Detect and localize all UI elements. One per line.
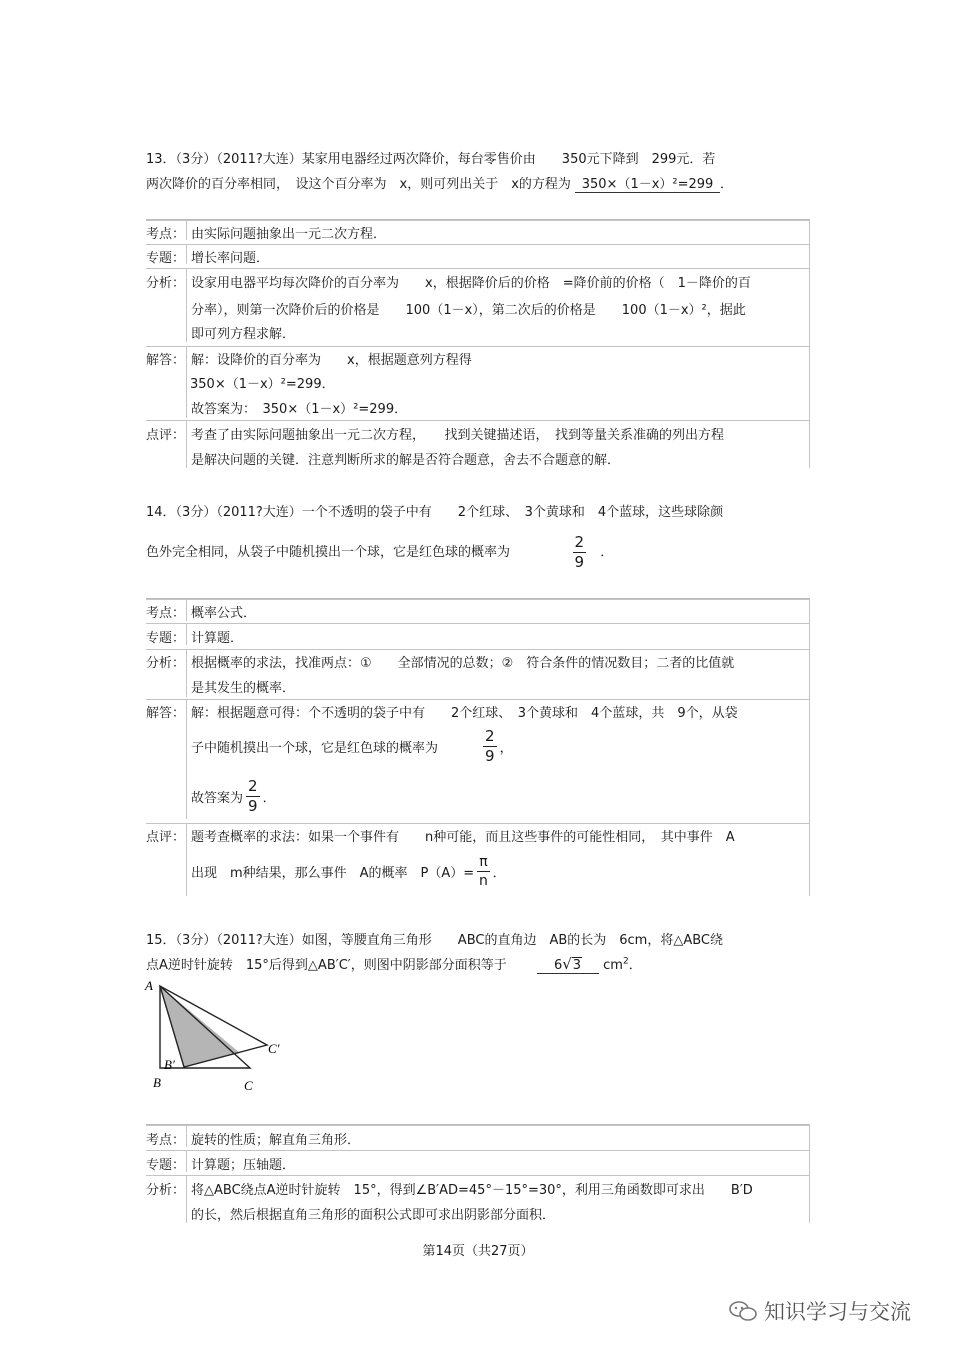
label-b: B (153, 1075, 161, 1090)
q14-solution-fraction (483, 729, 497, 764)
q13-line2-text: 两次降价的百分率相同， 设这个百分率为 x，则可列出关于 x的方程为 (146, 177, 571, 192)
q13-row-label: 专题： (146, 251, 186, 266)
q15-row-text: 将△ABC绕点A逆时针旋转 15°，得到∠B′AD=45°－15°=30°，利用三角函数即可求出 B′D (191, 1183, 753, 1198)
q14-row-text: 故答案为 (191, 791, 244, 806)
q14-row-label: 分析： (146, 656, 186, 671)
watermark-text: 知识学习与交流 (764, 1300, 911, 1324)
q14-row-text: 概率公式． (191, 606, 257, 621)
q14-end: ． (600, 545, 614, 560)
q13-row-label: 考点： (146, 227, 186, 242)
q14-row-line (191, 779, 276, 814)
q14-row-text: 题考查概率的求法：如果一个事件有 n种可能，而且这些事件的可能性相同， 其中事件 A (191, 830, 735, 845)
q14-frac-after: ． (262, 791, 276, 806)
q13-row-text: 考查了由实际问题抽象出一元二次方程， 找到关键描述语， 找到等量关系准确的列出方程 (191, 428, 725, 443)
q14-frac-den: n (478, 873, 488, 889)
q14-frac-num: 2 (485, 727, 495, 745)
label-a: A (145, 978, 153, 993)
q14-row-label: 解答： (146, 706, 186, 721)
label-c-prime: C′ (268, 1041, 280, 1056)
q14-frac-after: ． (492, 866, 506, 881)
rotation-figure (140, 978, 300, 1096)
q14-row-label: 点评： (146, 830, 186, 845)
q14-line2 (146, 535, 613, 570)
q13-solution-table (146, 219, 810, 468)
q14-row-line (191, 729, 513, 764)
q15-row-label: 专题： (146, 1158, 186, 1173)
q13-row-text: 设家用电器平均每次降价的百分率为 x，根据降价后的价格 =降价前的价格（ 1－降价的百 (191, 276, 751, 291)
label-b-prime: B′ (164, 1057, 175, 1072)
q15-solution-table (146, 1124, 810, 1223)
q13-row-text: 故答案为： 350×（1－x）²=299． (191, 402, 408, 417)
q15-row-label: 考点： (146, 1133, 186, 1148)
q13-row-text: 由实际问题抽象出一元二次方程． (191, 227, 387, 242)
q14-row-text: 计算题． (191, 631, 244, 646)
q13-line2 (146, 173, 733, 193)
q13-row-text: 是解决问题的关键．注意判断所求的解是否符合题意，舍去不合题意的解． (191, 453, 621, 468)
q13-answer: 350×（1－x）²=299 (575, 173, 720, 193)
wechat-icon (728, 1299, 758, 1323)
q14-frac-den: 9 (248, 797, 258, 815)
q13-row-label: 解答： (146, 353, 186, 368)
q15-line2-text: 点A逆时针旋转 15°后得到△AB′C′，则图中阴影部分面积等于 (146, 958, 507, 973)
q15-row-label: 分析： (146, 1183, 186, 1198)
q15-answer-coef: 6 (553, 958, 563, 973)
q14-frac-den: 9 (485, 747, 495, 765)
q14-row-label: 专题： (146, 631, 186, 646)
label-c: C (244, 1078, 253, 1093)
q14-frac-num: 2 (248, 777, 258, 795)
q14-frac-after: ， (499, 741, 513, 756)
q15-end: ． (628, 958, 642, 973)
q13-row-text: 即可列方程求解． (191, 327, 296, 342)
q15-unit-sup: 2 (622, 956, 629, 967)
q14-row-text: 出现 m种结果，那么事件 A的概率 P（A）= (191, 866, 475, 881)
q14-row-text: 根据概率的求法，找准两点：① 全部情况的总数；② 符合条件的情况数目；二者的比值就 (191, 656, 735, 671)
q15-answer-radicand: 3 (572, 958, 582, 973)
q13-end: ． (720, 177, 734, 192)
q14-probability-fraction (477, 855, 489, 888)
q13-row-label: 点评： (146, 428, 186, 443)
q14-line2-text: 色外完全相同，从袋子中随机摸出一个球，它是红色球的概率为 (146, 545, 511, 560)
q13-row-text: 解：设降价的百分率为 x，根据题意列方程得 (191, 353, 472, 368)
q14-frac-num: π (479, 854, 488, 870)
q14-row-line (191, 855, 506, 888)
page-footer: 第14页（共27页） (422, 1244, 534, 1259)
q13-row-text: 增长率问题． (191, 251, 270, 266)
q14-answer-num: 2 (574, 533, 585, 551)
q13-row-text: 350×（1－x）²=299． (190, 377, 335, 392)
q13-line1: 13．（3分）（2011?大连）某家用电器经过两次降价，每台零售价由 350元下降到 299元．若 (146, 152, 716, 167)
q14-row-text: 是其发生的概率． (191, 681, 296, 696)
q14-answer-fraction (573, 535, 587, 570)
q15-row-text: 计算题；压轴题． (191, 1158, 296, 1173)
q15-line1: 15．（3分）（2011?大连）如图，等腰直角三角形 ABC的直角边 AB的长为 6cm，将△ABC绕 (146, 933, 724, 948)
watermark (728, 1296, 911, 1326)
q15-answer (537, 955, 599, 974)
q14-row-label: 考点： (146, 606, 186, 621)
q15-line2 (146, 954, 642, 974)
q14-answer-fraction-2 (246, 779, 260, 814)
q15-unit: cm (603, 958, 623, 973)
q15-row-text: 旋转的性质；解直角三角形． (191, 1133, 361, 1148)
q14-row-text: 解：根据题意可得：个不透明的袋子中有 2个红球、 3个黄球和 4个蓝球，共 9个，从袋 (191, 706, 738, 721)
sqrt-icon: √ (562, 955, 572, 973)
q13-row-label: 分析： (146, 276, 186, 291)
q13-row-text: 分率），则第一次降价后的价格是 100（1－x），第二次后的价格是 100（1－x）²，据此 (191, 303, 746, 318)
q15-row-text: 的长，然后根据直角三角形的面积公式即可求出阴影部分面积． (191, 1208, 556, 1223)
q14-line1: 14．（3分）（2011?大连）一个不透明的袋子中有 2个红球、 3个黄球和 4个蓝球，这些球除颜 (146, 505, 724, 520)
q14-answer-den: 9 (574, 553, 585, 571)
q14-row-text: 子中随机摸出一个球，它是红色球的概率为 (191, 741, 439, 756)
q14-solution-table (146, 598, 810, 896)
